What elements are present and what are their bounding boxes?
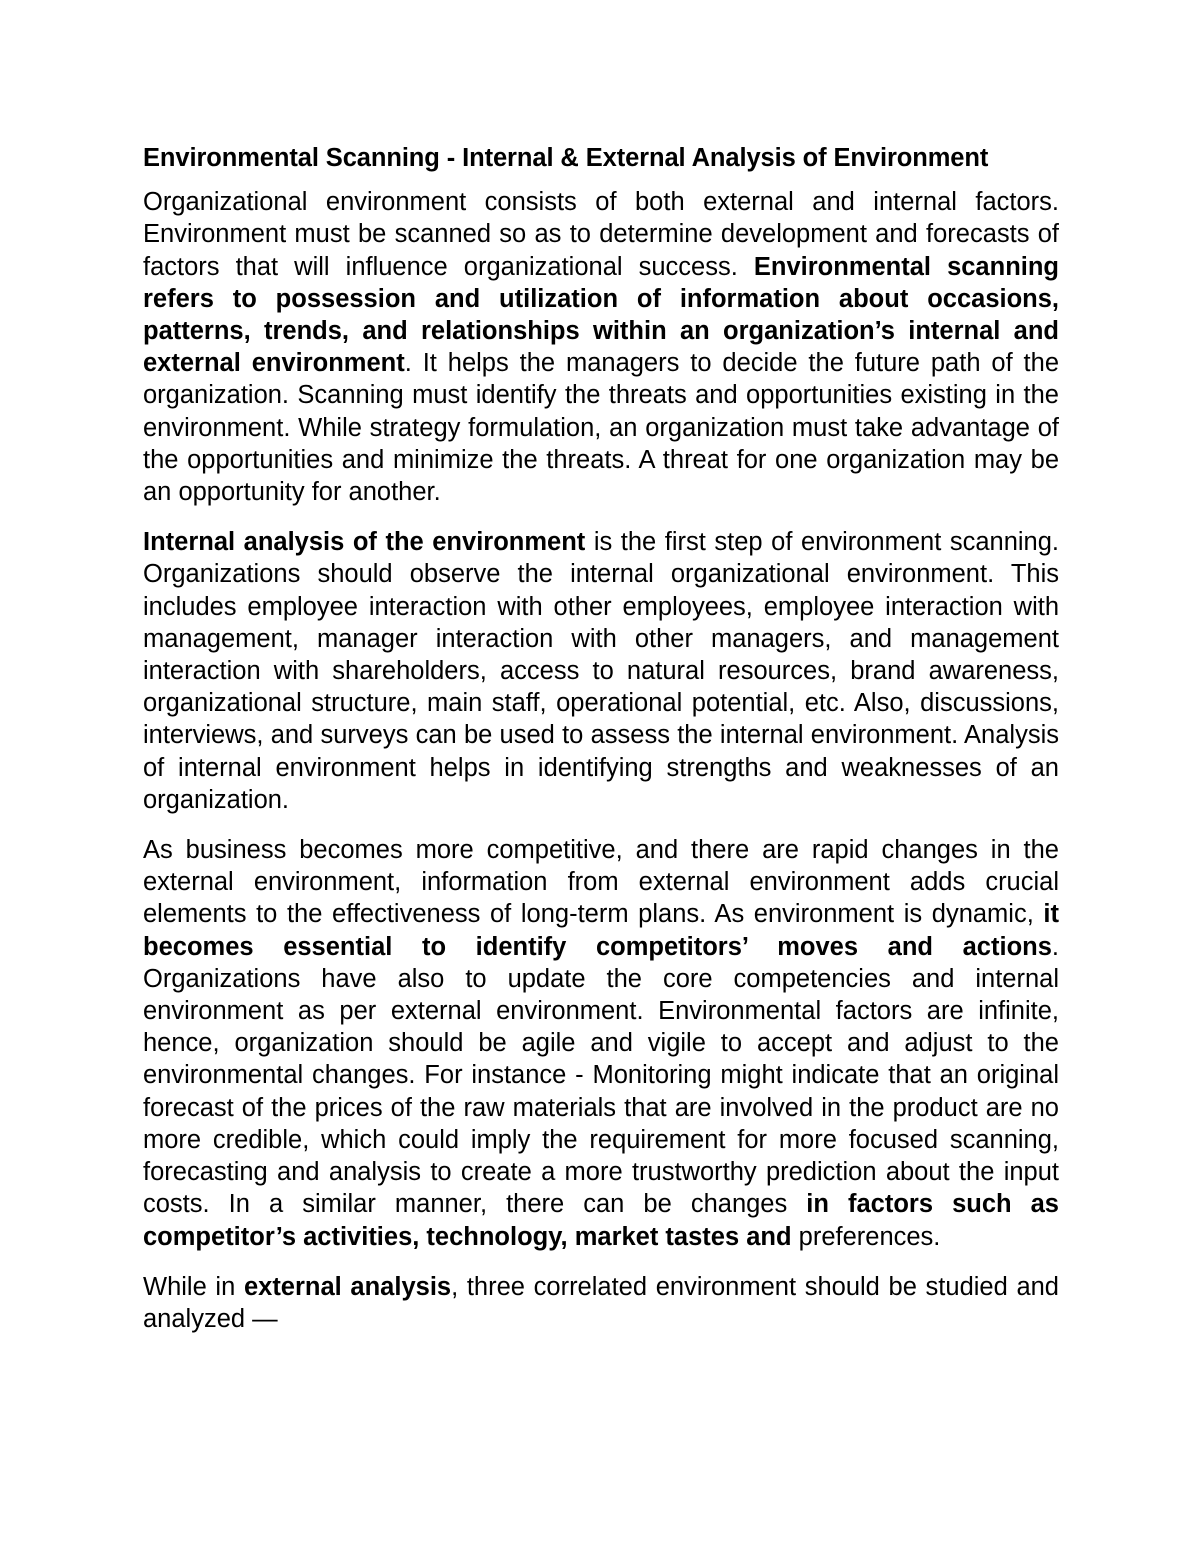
p1-bold-definition: Environmental scanning refers to possession and utilization of information about occasions, patterns, trends, and relationships within an organization’s internal and external environment	[143, 252, 1060, 378]
p2-bold-lead: Internal analysis of the environment	[143, 528, 586, 557]
paragraph-external-environment	[143, 834, 1059, 1253]
p2-rest-text: is the first step of environment scanning. Organizations should observe the internal organizational environment. This includes employee interaction with other employees, employee interaction with management, manager interaction with other managers, and management interaction with shareholders, access to natural resources, brand awareness, organizational structure, main staff, operational potential, etc. Also, discussions, interviews, and surveys can be used to assess the internal environment. Analysis of internal environment helps in identifying strengths and weaknesses of an organization.	[143, 528, 1059, 814]
p3-bold-end: in factors such as competitor’s activities, technology, market tastes and	[143, 1190, 1059, 1251]
p4-bold: external analysis	[243, 1272, 452, 1301]
document-page	[143, 142, 1059, 1353]
paragraph-external-analysis	[143, 1271, 1059, 1335]
p4-intro-text: While in	[143, 1272, 244, 1301]
p3-end-text: preferences.	[791, 1222, 941, 1251]
p4-rest-text: , three correlated environment should be studied and analyzed —	[143, 1272, 1059, 1333]
paragraph-intro	[143, 186, 1059, 508]
paragraph-internal-analysis	[143, 526, 1059, 816]
p3-intro-text: As business becomes more competitive, and there are rapid changes in the external environment, information from external environment adds crucial elements to the effectiveness of long-term plans. As environment is dynamic,	[143, 836, 1059, 929]
document-title: Environmental Scanning - Internal & External Analysis of Environment	[143, 144, 989, 172]
p3-bold-mid: it becomes essential to identify competitors’ moves and actions	[143, 900, 1059, 961]
p3-mid-text: . Organizations have also to update the core competencies and internal environment as per external environment. Environmental factors are infinite, hence, organization should be agile and vigile to accept and adjust to the environmental changes. For instance - Monitoring might indicate that an original forecast of the prices of the raw materials that are involved in the product are no more credible, which could imply the requirement for more focused scanning, forecasting and analysis to create a more trustworthy prediction about the input costs. In a similar manner, there can be changes	[143, 932, 1059, 1219]
p1-rest-text: . It helps the managers to decide the future path of the organization. Scanning must identify the threats and opportunities existing in the environment. While strategy formulation, an organization must take advantage of the opportunities and minimize the threats. A threat for one organization may be an opportunity for another.	[143, 349, 1059, 507]
p1-intro-text: Organizational environment consists of both external and internal factors. Environment must be scanned so as to determine development and forecasts of factors that will influence organizational success.	[143, 188, 1059, 281]
